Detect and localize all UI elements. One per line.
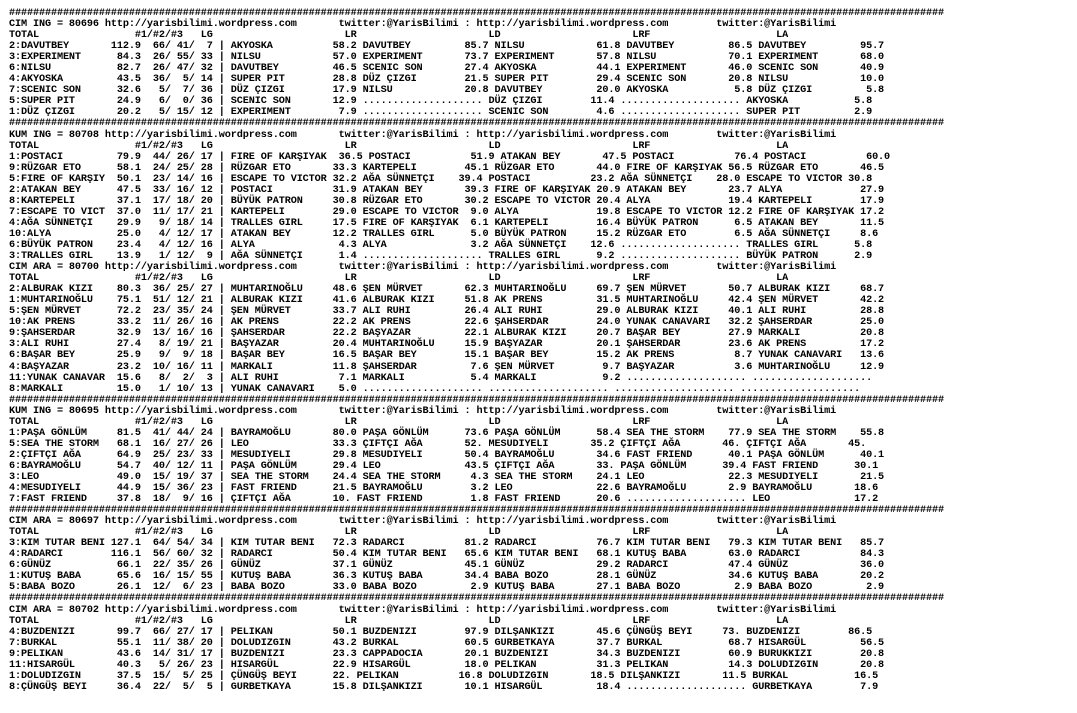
data-row: 4:AKYOSKA 43.5 36/ 5/ 14 | SUPER PIT 28.8 DÜZ ÇIZGI 21.5 SUPER PIT 29.4 SCENIC SON 20.8 NILSU 10.0 (9, 74, 885, 86)
section-separator: ############################################################################################################################################################ (9, 593, 944, 605)
data-row: 4:AĞA SÜNNETÇI 29.9 9/ 18/ 14 | TRALLES GIRL 17.5 FIRE OF KARŞIYAK 6.1 KARTEPELI 16.4 BÜYÜK PATRON 6.5 ATAKAN BEY 11.5 (9, 217, 885, 229)
data-row: 1:DÜZ ÇIZGI 20.2 5/ 15/ 12 | EXPERIMENT 7.9 .................... SCENIC SON 4.6 .................... SUPER PIT 2.9 (9, 107, 873, 119)
column-header: TOTAL #1/#2/#3 LG LR LD LRF LA (9, 615, 789, 627)
data-row: 4:BUZDENIZI 99.7 66/ 27/ 17 | PELIKAN 50.1 BUZDENIZI 97.9 DILŞANKIZI 45.6 ÇÜNGÜŞ BEYI 73. BUZDENIZI 86.5 (9, 626, 873, 638)
data-row: 7:BURKAL 55.1 11/ 38/ 20 | DOLUDIZGIN 43.2 BURKAL 60.5 GURBETKAYA 37.7 BURKAL 68.7 HISARGÜL 56.5 (9, 637, 885, 649)
data-row: 10:ALYA 25.0 4/ 12/ 17 | ATAKAN BEY 12.2 TRALLES GIRL 5.0 BÜYÜK PATRON 15.2 RÜZGAR ETO 6.5 AĞA SÜNNETÇI 8.6 (9, 228, 879, 240)
data-row: 10:AK PRENS 33.2 11/ 26/ 16 | AK PRENS 22.2 AK PRENS 22.6 ŞAHSERDAR 24.0 YUNAK CANAVARI 32.2 ŞAHSERDAR 25.0 (9, 317, 885, 329)
data-row: 4:BAŞYAZAR 23.2 10/ 16/ 11 | MARKALI 11.8 ŞAHSERDAR 7.6 ŞEN MÜRVET 9.7 BAŞYAZAR 3.6 MUHTARINOĞLU 12.9 (9, 361, 885, 373)
data-row: 5:BABA BOZO 26.1 12/ 6/ 23 | BABA BOZO 33.0 BABA BOZO 2.9 KUTUŞ BABA 27.1 BABA BOZO 2.9 BABA BOZO 2.9 (9, 582, 885, 594)
data-row: 7:ESCAPE TO VICT 37.0 11/ 17/ 21 | KARTEPELI 29.0 ESCAPE TO VICTOR 9.0 ALYA 19.8 ESCAPE TO VICTOR 12.2 FIRE OF KARŞIYAK 17.2 (9, 206, 885, 218)
data-row: 3:TRALLES GIRL 13.9 1/ 12/ 9 | AĞA SÜNNETÇI 1.4 .................... TRALLES GIRL 9.2 .................... BÜYÜK PATRON 2.9 (9, 251, 873, 263)
column-header: TOTAL #1/#2/#3 LG LR LD LRF LA (9, 527, 789, 539)
data-row: 3:ALI RUHI 27.4 8/ 19/ 21 | BAŞYAZAR 20.4 MUHTARINOĞLU 15.9 BAŞYAZAR 20.1 ŞAHSERDAR 23.6 AK PRENS 17.2 (9, 339, 885, 351)
race-header: KUM ING = 80708 http://yarisbilimi.wordpress.com twitter:@YarisBilimi : http://yarisbilimi.wordpress.com twitter:@YarisBilimi (9, 129, 837, 141)
race-header: CIM ING = 80696 http://yarisbilimi.wordpress.com twitter:@YarisBilimi : http://yarisbilimi.wordpress.com twitter:@YarisBilimi (9, 19, 837, 31)
race-header: CIM ARA = 80700 http://yarisbilimi.wordpress.com twitter:@YarisBilimi : http://yarisbilimi.wordpress.com twitter:@YarisBilimi (9, 262, 837, 274)
data-row: 4:MESUDIYELI 44.9 15/ 36/ 23 | FAST FRIEND 21.5 BAYRAMOĞLU 3.2 LEO 22.6 BAYRAMOĞLU 2.9 BAYRAMOĞLU 18.6 (9, 483, 879, 495)
data-row: 1:DOLUDIZGIN 37.5 15/ 5/ 25 | ÇÜNGÜŞ BEYI 22. PELIKAN 16.8 DOLUDIZGIN 18.5 DILŞANKIZI 11.5 BURKAL 16.5 (9, 670, 879, 682)
data-row: 5:ŞEN MÜRVET 72.2 23/ 35/ 24 | ŞEN MÜRVET 33.7 ALI RUHI 26.4 ALI RUHI 29.0 ALBURAK KIZI 40.1 ALI RUHI 28.8 (9, 306, 885, 318)
data-row: 7:SCENIC SON 32.6 5/ 7/ 36 | DÜZ ÇIZGI 17.9 NILSU 20.8 DAVUTBEY 20.0 AKYOSKA 5.8 DÜZ ÇIZGI 5.8 (9, 85, 885, 97)
data-row: 2:DAVUTBEY 112.9 66/ 41/ 7 | AKYOSKA 58.2 DAVUTBEY 85.7 NILSU 61.8 DAVUTBEY 86.5 DAVUTBEY 95.7 (9, 41, 885, 53)
section-separator: ############################################################################################################################################################ (9, 505, 944, 517)
data-row: 5:SUPER PIT 24.9 6/ 0/ 36 | SCENIC SON 12.9 .................... DÜZ ÇIZGI 11.4 .................... AKYOSKA 5.8 (9, 96, 873, 108)
section-separator: ############################################################################################################################################################ (9, 118, 944, 130)
data-row: 9:ŞAHSERDAR 32.9 13/ 16/ 16 | ŞAHSERDAR 22.2 BAŞYAZAR 22.1 ALBURAK KIZI 20.7 BAŞAR BEY 27.9 MARKALI 20.8 (9, 328, 885, 340)
section-separator: ############################################################################################################################################################ (9, 8, 944, 19)
data-row: 6:BAYRAMOĞLU 54.7 40/ 12/ 11 | PAŞA GÖNLÜM 29.4 LEO 43.5 ÇIFTÇI AĞA 33. PAŞA GÖNLÜM 39.4 FAST FRIEND 30.1 (9, 460, 879, 472)
data-row: 4:RADARCI 116.1 56/ 60/ 32 | RADARCI 50.4 KIM TUTAR BENI 65.6 KIM TUTAR BENI 68.1 KUTUŞ BABA 63.0 RADARCI 84.3 (9, 549, 885, 561)
data-row: 9:PELIKAN 43.6 14/ 31/ 17 | BUZDENIZI 23.3 CAPPADOCIA 20.1 BUZDENIZI 34.3 BUZDENIZI 60.9 BURUKKIZI 20.8 (9, 648, 885, 660)
column-header: TOTAL #1/#2/#3 LG LR LD LRF LA (9, 140, 789, 152)
data-row: 5:FIRE OF KARŞIY 50.1 23/ 14/ 16 | ESCAPE TO VICTOR 32.2 AĞA SÜNNETÇI 39.4 POSTACI 23.2 AĞA SÜNNETÇI 28.0 ESCAPE TO VICTOR 30.8 (9, 173, 873, 185)
column-header: TOTAL #1/#2/#3 LG LR LD LRF LA (9, 416, 789, 428)
column-header: TOTAL #1/#2/#3 LG LR LD LRF LA (9, 30, 789, 42)
race-header: KUM ING = 80695 http://yarisbilimi.wordpress.com twitter:@YarisBilimi : http://yarisbilimi.wordpress.com twitter:@YarisBilimi (9, 405, 837, 417)
race-header: CIM ARA = 80697 http://yarisbilimi.wordpress.com twitter:@YarisBilimi : http://yarisbilimi.wordpress.com twitter:@YarisBilimi (9, 516, 837, 528)
data-row: 7:FAST FRIEND 37.8 18/ 9/ 16 | ÇIFTÇI AĞA 10. FAST FRIEND 1.8 FAST FRIEND 20.6 .................... LEO 17.2 (9, 494, 879, 506)
data-row: 1:MUHTARINOĞLU 75.1 51/ 12/ 21 | ALBURAK KIZI 41.6 ALBURAK KIZI 51.8 AK PRENS 31.5 MUHTARINOĞLU 42.4 ŞEN MÜRVET 42.2 (9, 295, 885, 307)
data-row: 3:EXPERIMENT 84.3 26/ 55/ 33 | NILSU 57.0 EXPERIMENT 73.7 EXPERIMENT 57.8 NILSU 70.1 EXPERIMENT 68.0 (9, 52, 885, 64)
data-row: 1:KUTUŞ BABA 65.6 16/ 15/ 55 | KUTUŞ BABA 36.3 KUTUŞ BABA 34.4 BABA BOZO 28.1 GÜNÜZ 34.6 KUTUŞ BABA 20.2 (9, 571, 885, 583)
data-row: 11:YUNAK CANAVAR 15.6 8/ 2/ 3 | ALI RUHI 7.1 MARKALI 5.4 MARKALI 9.2 .................... .................... (9, 372, 873, 384)
data-row: 9:RÜZGAR ETO 58.1 24/ 25/ 28 | RÜZGAR ETO 33.3 KARTEPELI 45.1 RÜZGAR ETO 44.0 FIRE OF KARŞIYAK 56.5 RÜZGAR ETO 46.5 (9, 162, 885, 174)
data-row: 6:NILSU 82.7 26/ 47/ 32 | DAVUTBEY 46.5 SCENIC SON 27.4 AKYOSKA 44.1 EXPERIMENT 46.0 SCENIC SON 40.9 (9, 63, 885, 75)
data-row: 2:ÇIFTÇI AĞA 64.9 25/ 23/ 33 | MESUDIYELI 29.8 MESUDIYELI 50.4 BAYRAMOĞLU 34.6 FAST FRIEND 40.1 PAŞA GÖNLÜM 40.1 (9, 449, 885, 461)
column-header: TOTAL #1/#2/#3 LG LR LD LRF LA (9, 273, 789, 285)
data-row: 8:ÇÜNGÜŞ BEYI 36.4 22/ 5/ 5 | GURBETKAYA 15.8 DILŞANKIZI 10.1 HISARGÜL 18.4 .................... GURBETKAYA 7.9 (9, 681, 879, 693)
data-row: 1:POSTACI 79.9 44/ 26/ 17 | FIRE OF KARŞIYAK 36.5 POSTACI 51.9 ATAKAN BEY 47.5 POSTACI 76.4 POSTACI 60.0 (9, 151, 891, 163)
data-row: 8:MARKALI 15.0 1/ 10/ 13 | YUNAK CANAVARI 5.0 .................... .................... .................... .................... (9, 383, 861, 395)
data-row: 3:LEO 49.0 15/ 19/ 37 | SEA THE STORM 24.4 SEA THE STORM 4.3 SEA THE STORM 24.1 LEO 22.3 MESUDIYELI 21.5 (9, 471, 885, 483)
data-row: 11:HISARGÜL 40.3 5/ 26/ 23 | HISARGÜL 22.9 HISARGÜL 18.0 PELIKAN 31.3 PELIKAN 14.3 DOLUDIZGIN 20.8 (9, 659, 885, 671)
data-row: 6:GÜNÜZ 66.1 22/ 35/ 26 | GÜNÜZ 37.1 GÜNÜZ 45.1 GÜNÜZ 29.2 RADARCI 47.4 GÜNÜZ 36.0 (9, 560, 885, 572)
data-row: 5:SEA THE STORM 68.1 16/ 27/ 26 | LEO 33.3 ÇIFTÇI AĞA 52. MESUDIYELI 35.2 ÇIFTÇI AĞA 46. ÇIFTÇI AĞA 45. (9, 438, 867, 450)
data-row: 2:ALBURAK KIZI 80.3 36/ 25/ 27 | MUHTARINOĞLU 48.6 ŞEN MÜRVET 62.3 MUHTARINOĞLU 69.7 ŞEN MÜRVET 50.7 ALBURAK KIZI 68.7 (9, 284, 885, 296)
section-separator: ############################################################################################################################################################ (9, 394, 944, 406)
data-row: 6:BÜYÜK PATRON 23.4 4/ 12/ 16 | ALYA 4.3 ALYA 3.2 AĞA SÜNNETÇI 12.6 .................... TRALLES GIRL 5.8 (9, 239, 873, 251)
data-row: 3:KIM TUTAR BENI 127.1 64/ 54/ 34 | KIM TUTAR BENI 72.3 RADARCI 81.2 RADARCI 76.7 KIM TUTAR BENI 79.3 KIM TUTAR BENI 85.7 (9, 538, 885, 550)
data-row: 2:ATAKAN BEY 47.5 33/ 16/ 12 | POSTACI 31.9 ATAKAN BEY 39.3 FIRE OF KARŞIYAK 20.9 ATAKAN BEY 23.7 ALYA 27.9 (9, 184, 885, 196)
race-header: CIM ARA = 80702 http://yarisbilimi.wordpress.com twitter:@YarisBilimi : http://yarisbilimi.wordpress.com twitter:@YarisBilimi (9, 604, 837, 616)
data-row: 8:KARTEPELI 37.1 17/ 18/ 20 | BÜYÜK PATRON 30.8 RÜZGAR ETO 30.2 ESCAPE TO VICTOR 20.4 ALYA 19.4 KARTEPELI 17.9 (9, 195, 885, 207)
race-statistics-listing (9, 8, 944, 693)
data-row: 1:PAŞA GÖNLÜM 81.5 41/ 44/ 24 | BAYRAMOĞLU 80.0 PAŞA GÖNLÜM 73.6 PAŞA GÖNLÜM 58.4 SEA THE STORM 77.9 SEA THE STORM 55.8 (9, 427, 885, 439)
data-row: 6:BAŞAR BEY 25.9 9/ 9/ 18 | BAŞAR BEY 16.5 BAŞAR BEY 15.1 BAŞAR BEY 15.2 AK PRENS 8.7 YUNAK CANAVARI 13.6 (9, 350, 885, 362)
